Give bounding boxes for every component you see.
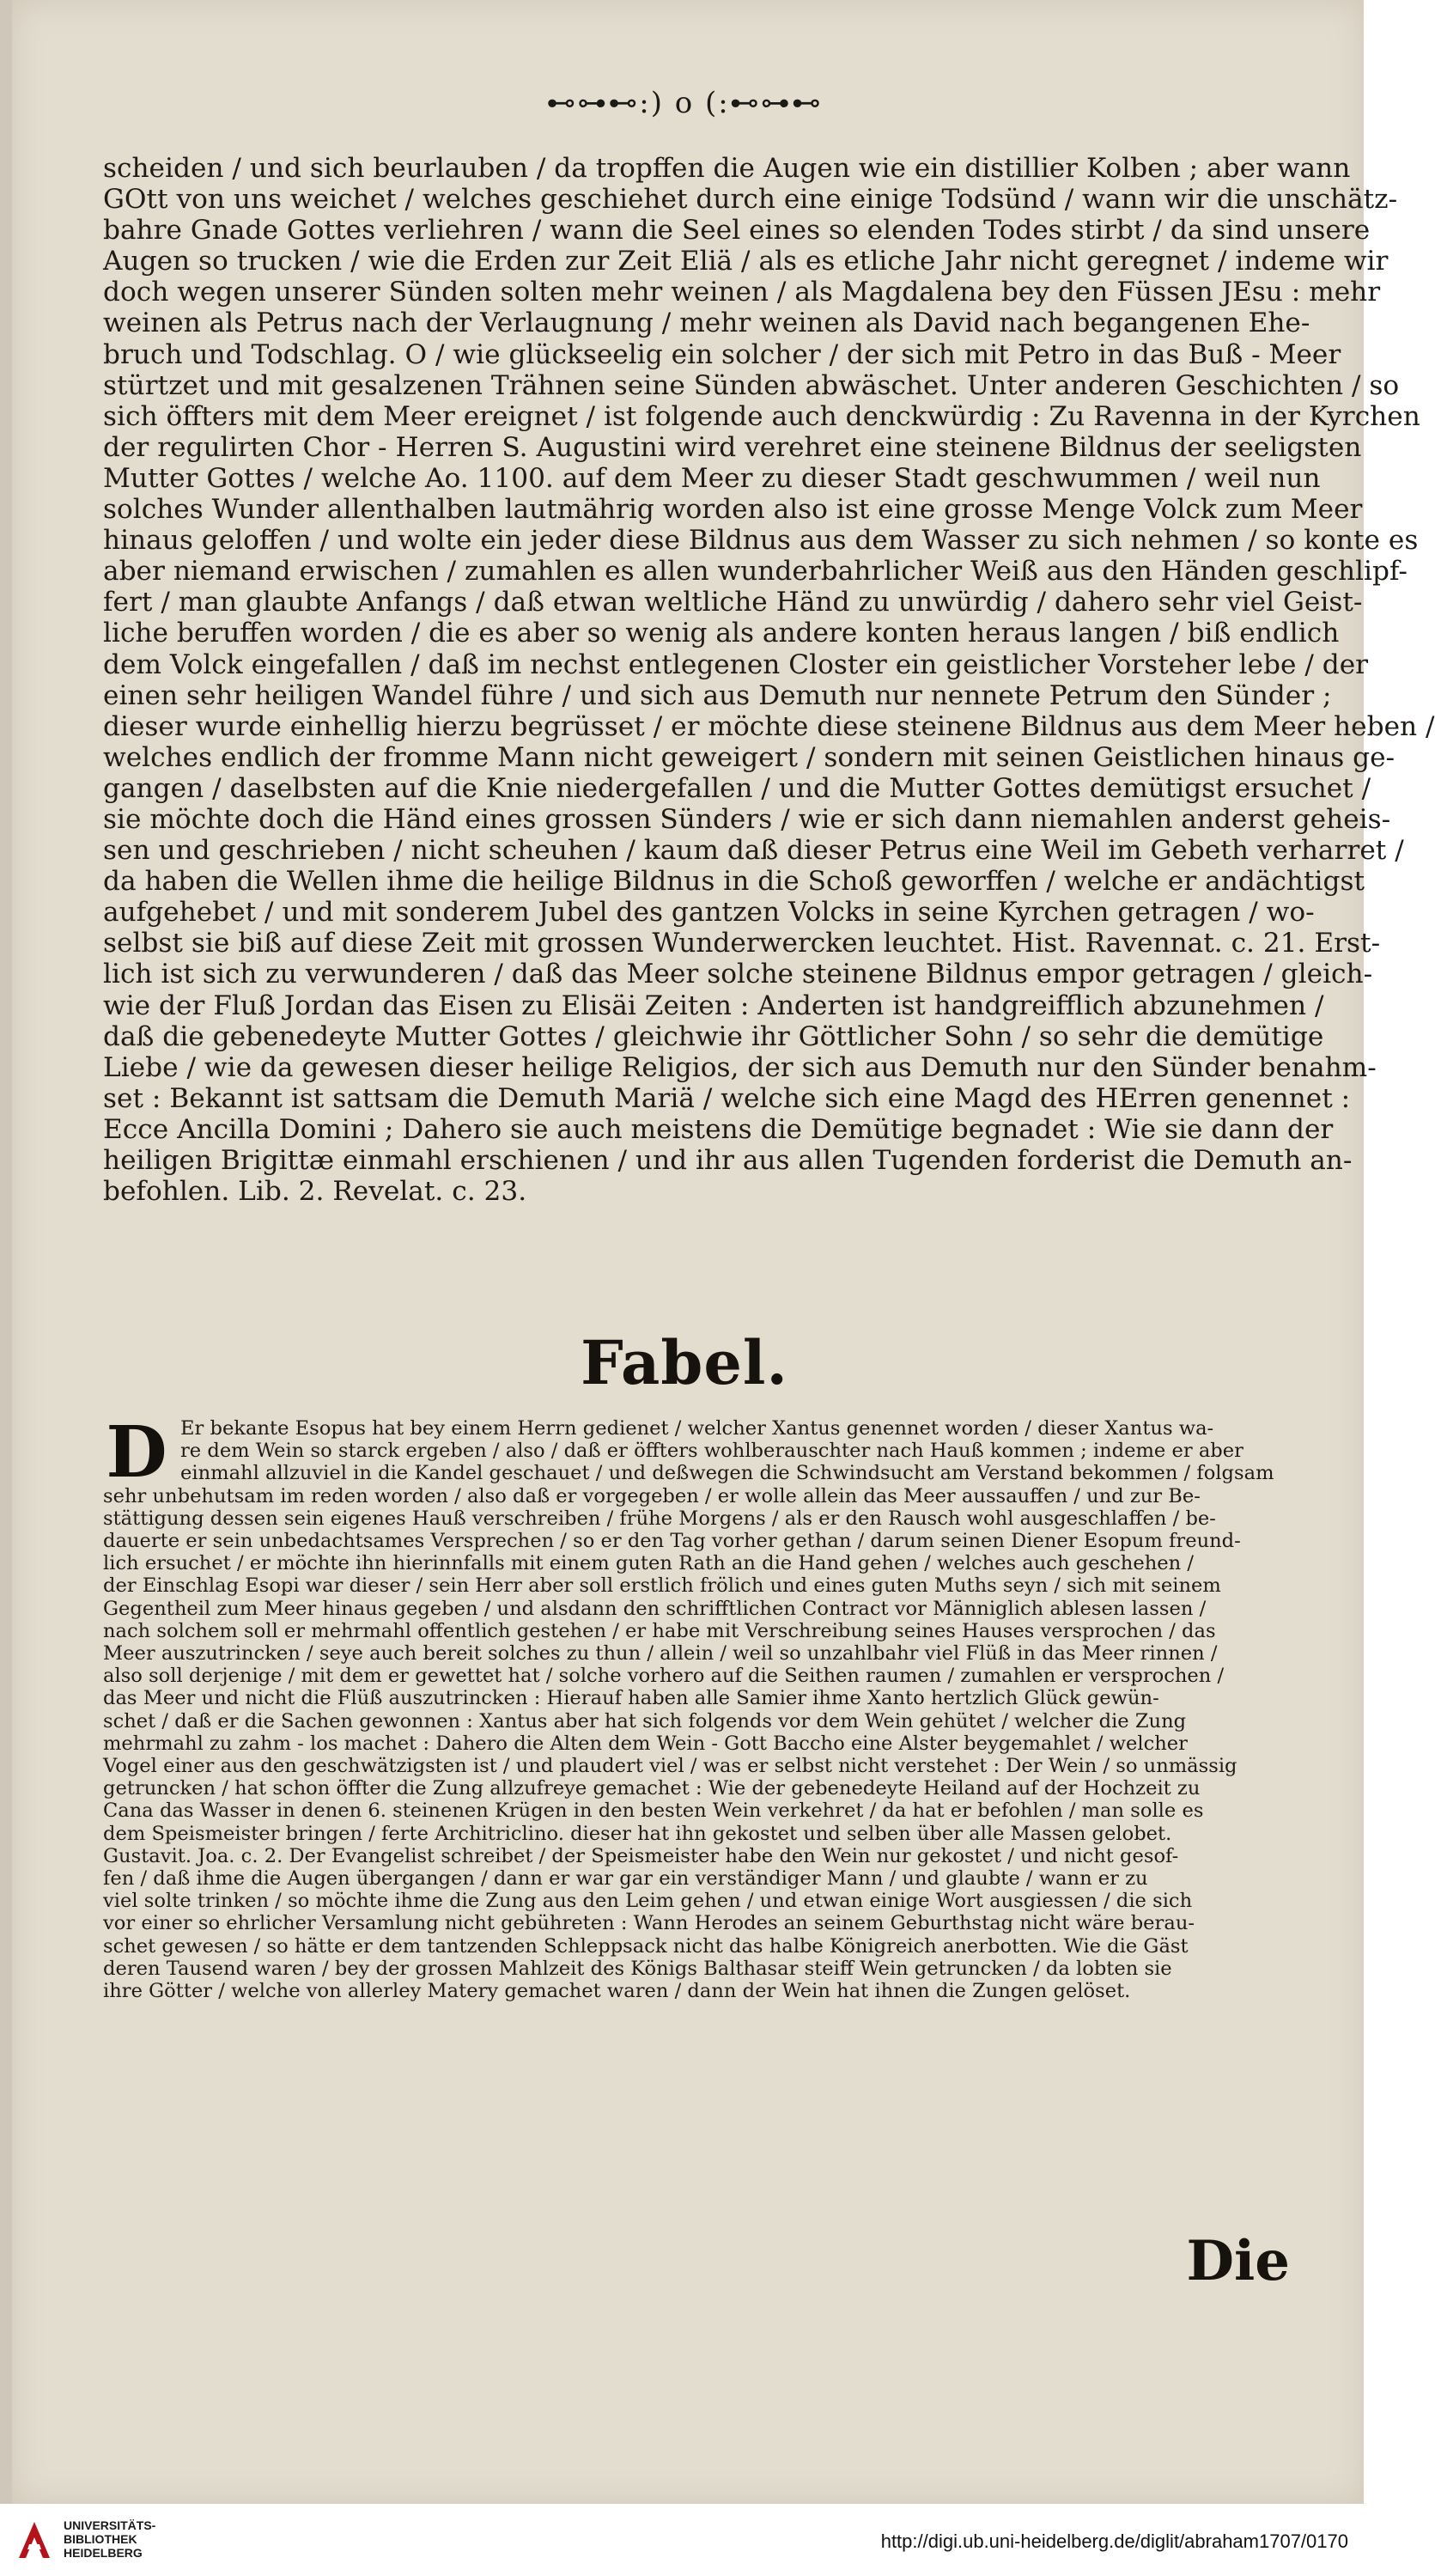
text-line: dem Volck eingefallen / daß im nechst entlegenen Closter ein geistlicher Vorsteher lebe / der [103,649,1369,680]
text-line: welches endlich der fromme Mann nicht geweigert / sondern mit seinen Geistlichen hinaus ge- [103,741,1395,773]
fable-body-text [103,1411,1297,2003]
text-line: der Einschlag Esopi war dieser / sein Herr aber soll erstlich frölich und eines guten Muths seyn / sich mit seinem [103,1574,1221,1598]
text-line: liche beruffen worden / die es aber so wenig als andere konten heraus langen / biß endlich [103,618,1340,649]
text-line: schet gewesen / so hätte er dem tantzenden Schleppsack nicht das halbe Königreich anerbotten. Wie die Gäst [103,1934,1189,1958]
text-line: Vogel einer aus den geschwätzigsten ist / und plaudert viel / was er selbst nicht verstehet : Der Wein / so unmässig [103,1755,1237,1778]
text-line: Cana das Wasser in denen 6. steinenen Krügen in den besten Wein verkehret / da hat er befohlen / man solle es [103,1800,1204,1823]
drop-cap: D [106,1411,167,1494]
text-line: fert / man glaubte Anfangs / daß etwan weltliche Händ zu unwürdig / dahero sehr viel Geist- [103,587,1363,618]
text-line: Er bekante Esopus hat bey einem Herrn gedienet / welcher Xantus genennet worden / dieser Xantus wa- [180,1417,1214,1440]
text-line: sehr unbehutsam im reden worden / also daß er vorgegeben / er wolle allein das Meer aussauffen / und zur Be- [103,1484,1201,1507]
text-line: ihre Götter / welche von allerley Matery gemachet waren / dann der Wein hat ihnen die Zungen gelöset. [103,1980,1131,2003]
text-line: solches Wunder allenthalben lautmährig worden also ist eine grosse Menge Volck zum Meer [103,494,1363,526]
text-line: gangen / daselbsten auf die Knie niedergefallen / und die Mutter Gottes demütigst ersuchet / [103,772,1371,804]
text-line: aber niemand erwischen / zumahlen es allen wunderbahrlicher Weiß aus den Händen geschlipf- [103,556,1408,588]
source-url-link[interactable]: http://digi.ub.uni-heidelberg.de/diglit/abraham1707/0170 [880,2530,1348,2552]
text-line: einmahl allzuviel in die Kandel geschauet / und deßwegen die Schwindsucht am Verstand bekommen / folgsam [180,1462,1274,1485]
text-line: lich ersuchet / er möchte ihn hierinnfalls mit einem guten Rath an die Hand gehen / welches auch geschehen / [103,1552,1194,1575]
text-line: viel solte trinken / so möchte ihme die Zung aus den Leim gehen / und etwan einige Wort ausgiessen / die sich [103,1890,1193,1913]
text-line: fen / daß ihme die Augen übergangen / dann er war gar ein verständiger Mann / und glaubte / wann er zu [103,1867,1148,1891]
text-line: daß die gebenedeyte Mutter Gottes / gleichwie ihr Göttlicher Sohn / so sehr die demütige [103,1020,1324,1052]
text-line: Liebe / wie da gewesen dieser heilige Religios, der sich aus Demuth nur den Sünder benahm- [103,1051,1377,1083]
text-line: nach solchem soll er mehrmahl offentlich gestehen / er habe mit Verschreibung seines Hauses versprochen / das [103,1619,1216,1642]
text-line: GOtt von uns weichet / welches geschiehet durch eine einige Todsünd / wann wir die unschätz- [103,184,1398,216]
text-line: stättigung dessen sein eigenes Hauß verschreiben / frühe Morgens / als er den Rausch wohl ausgeschlaffen / be- [103,1507,1216,1530]
text-line: der regulirten Chor - Herren S. Augustini wird verehret eine steinene Bildnus der seeligsten [103,431,1362,463]
page-edge [0,0,12,2504]
text-line: das Meer und nicht die Flüß auszutrincken : Hierauf haben alle Samier ihme Xanto hertzlich Glück gewün- [103,1687,1159,1710]
university-logo-icon [15,2518,53,2561]
fable-title: Fabel. [581,1327,788,1398]
page-header-ornament: ⊷⊶⊷:) o (:⊷⊶⊷ [546,86,823,120]
text-line: weinen als Petrus nach der Verlaugnung / mehr weinen als David nach begangenen Ehe- [103,308,1310,339]
text-line: deren Tausend waren / bey der grossen Mahlzeit des Königs Balthasar steiff Wein getruncken / da lobten sie [103,1957,1172,1980]
catchword: Die [1186,2229,1290,2293]
text-line: aufgehebet / und mit sonderem Jubel des gantzen Volcks in seine Kyrchen getragen / wo- [103,897,1315,929]
text-line: re dem Wein so starck ergeben / also / daß er öffters wohlberauschter nach Hauß kommen ; indeme er aber [180,1440,1243,1463]
text-line: also soll derjenige / mit dem er gewettet hat / solche vorhero auf die Seithen raumen / zumahlen er versprochen / [103,1665,1225,1688]
text-line: lich ist sich zu verwunderen / daß das Meer solche steinene Bildnus empor getragen / gleich- [103,959,1373,990]
text-line: heiligen Brigittæ einmahl erschienen / und ihr aus allen Tugenden forderist die Demuth an- [103,1145,1353,1176]
text-line: Meer auszutrincken / seye auch bereit solches zu thun / allein / weil so unzahlbahr viel Flüß in das Meer rinnen / [103,1642,1218,1666]
text-line: sie möchte doch die Händ eines grossen Sünders / wie er sich dann niemahlen anderst geheis- [103,803,1391,835]
text-line: Mutter Gottes / welche Ao. 1100. auf dem Meer zu dieser Stadt geschwummen / weil nun [103,462,1321,494]
text-line: da haben die Wellen ihme die heilige Bildnus in die Schoß geworffen / welche er andächtigst [103,866,1365,898]
text-line: selbst sie biß auf diese Zeit mit grossen Wunderwercken leuchtet. Hist. Ravennat. c. 21. Erst- [103,928,1381,959]
text-line: Ecce Ancilla Domini ; Dahero sie auch meistens die Demütige begnadet : Wie sie dann der [103,1113,1334,1145]
text-line: bruch und Todschlag. O / wie glückseelig ein solcher / der sich mit Petro in das Buß - Meer [103,338,1341,370]
text-line: set : Bekannt ist sattsam die Demuth Mariä / welche sich eine Magd des HErren genennet : [103,1082,1351,1114]
text-line: dem Speismeister bringen / ferte Architriclino. dieser hat ihn gekostet und selben über alle Massen gelobet. [103,1822,1172,1845]
library-name-line: BIBLIOTHEK [64,2532,137,2546]
text-line: getruncken / hat schon öffter die Zung allzufreye gemachet : Wie der gebenedeyte Heiland auf der Hochzeit zu [103,1777,1201,1800]
text-line: sich öffters mit dem Meer ereignet / ist folgende auch denckwürdig : Zu Ravenna in der Kyrchen [103,400,1420,432]
library-name-line: HEIDELBERG [64,2546,143,2560]
text-line: dieser wurde einhellig hierzu begrüsset / er möchte diese steinene Bildnus aus dem Meer heben / [103,710,1435,742]
text-line: scheiden / und sich beurlauben / da tropffen die Augen wie ein distillier Kolben ; aber wann [103,153,1351,184]
text-line: befohlen. Lib. 2. Revelat. c. 23. [103,1176,527,1208]
text-line: bahre Gnade Gottes verliehren / wann die Seel eines so elenden Todes stirbt / da sind unsere [103,215,1371,247]
text-line: mehrmahl zu zahm - los machet : Dahero die Alten dem Wein - Gott Baccho eine Alster beygemahlet / welcher [103,1732,1188,1755]
text-line: doch wegen unserer Sünden solten mehr weinen / als Magdalena bey den Füssen JEsu : mehr [103,277,1381,308]
text-line: Gegentheil zum Meer hinaus gegeben / und alsdann den schrifftlichen Contract vor Männiglich ablesen lassen / [103,1597,1207,1620]
text-line: Gustavit. Joa. c. 2. Der Evangelist schreibet / der Speismeister habe den Wein nur gekostet / und nicht gesof- [103,1844,1179,1867]
text-line: vor einer so ehrlicher Versamlung nicht gebühreten : Wann Herodes an seinem Geburthstag nicht wäre berau- [103,1912,1195,1935]
text-line: hinaus geloffen / und wolte ein jeder diese Bildnus aus dem Wasser zu sich nehmen / so konte es [103,525,1419,557]
text-line: einen sehr heiligen Wandel führe / und sich aus Demuth nur nennete Petrum den Sünder ; [103,679,1332,711]
library-name [64,2518,155,2560]
library-name-line: UNIVERSITÄTS- [64,2518,156,2532]
text-line: stürtzet und mit gesalzenen Trähnen seine Sünden abwäschet. Unter anderen Geschichten / so [103,369,1400,401]
text-line: wie der Fluß Jordan das Eisen zu Elisäi Zeiten : Anderten ist handgreifflich abzunehmen / [103,990,1324,1021]
text-line: dauerte er sein unbedachtsames Versprechen / so er den Tag vorher gethan / darum seinen Diener Esopum freund- [103,1530,1241,1553]
text-line: Augen so trucken / wie die Erden zur Zeit Eliä / als es etliche Jahr nicht geregnet / indeme wir [103,246,1389,277]
text-line: sen und geschrieben / nicht scheuhen / kaum daß dieser Petrus eine Weil im Gebeth verharret / [103,835,1404,867]
text-line: schet / daß er die Sachen gewonnen : Xantus aber hat sich folgends vor dem Wein gehütet / welcher die Zung [103,1709,1187,1733]
main-body-text [103,153,1435,1208]
